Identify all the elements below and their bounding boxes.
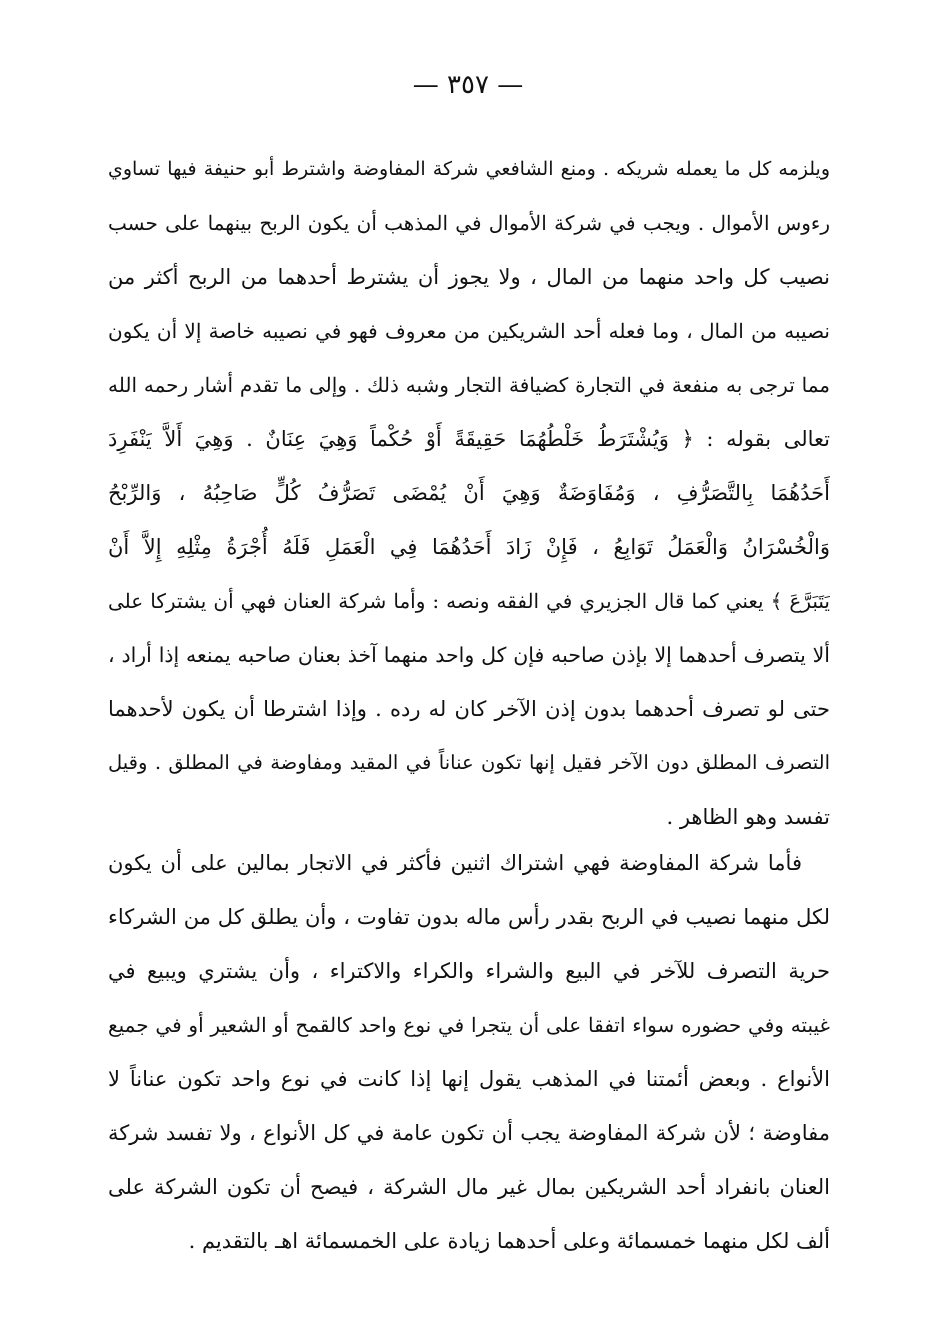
- text-line: يَتَبَرَّعَ ﴾ يعني كما قال الجزيري في الفقه ونصه : وأما شركة العنان فهي أن يشتركا على: [108, 589, 830, 613]
- text-line: لكل منهما نصيب في الربح بقدر رأس ماله بدون تفاوت ، وأن يطلق كل من الشركاء: [108, 905, 830, 929]
- text-line: حرية التصرف للآخر في البيع والشراء والكراء والاكتراء ، وأن يشتري ويبيع في: [108, 959, 830, 983]
- text-line: مفاوضة ؛ لأن شركة المفاوضة يجب أن تكون عامة في كل الأنواع ، ولا تفسد شركة: [108, 1121, 830, 1145]
- text-line: تعالى بقوله : ﴿ وَيُشْتَرَطُ خَلْطُهُمَا حَقِيقَةً أَوْ حُكْماً وَهِيَ عِنَانٌ . وَهِيَ أَلاَّ يَنْفَرِدَ: [108, 427, 830, 451]
- paragraph-1: [108, 142, 830, 844]
- text-line: أَحَدُهُمَا بِالتَّصَرُّفِ ، وَمُفَاوَضَةٌ وَهِيَ أَنْ يُمْضَى تَصَرُّفُ كُلٍّ صَاحِبُهُ ، وَالرِّبْحُ: [108, 481, 830, 505]
- text-line: ألا يتصرف أحدهما إلا بإذن صاحبه فإن كل واحد منهما آخذ بعنان صاحبه يمنعه إذا أراد ،: [108, 643, 830, 667]
- page-number: — ٣٥٧ —: [412, 70, 524, 100]
- text-line: العنان بانفراد أحد الشريكين بمال غير مال الشركة ، فيصح أن تكون الشركة على: [108, 1175, 830, 1199]
- text-line: مما ترجى به منفعة في التجارة كضيافة التجار وشبه ذلك . وإلى ما تقدم أشار رحمه الله: [108, 373, 830, 397]
- text-line: حتى لو تصرف أحدهما بدون إذن الآخر كان له رده . وإذا اشترطا أن يكون لأحدهما: [108, 697, 830, 721]
- text-line: نصيبه من المال ، وما فعله أحد الشريكين من معروف فهو في نصيبه خاصة إلا أن يكون: [108, 319, 830, 343]
- text-line: فأما شركة المفاوضة فهي اشتراك اثنين فأكثر في الاتجار بمالين على أن يكون: [108, 851, 802, 875]
- paragraph-2: [108, 836, 830, 1268]
- text-line: الأنواع . وبعض أئمتنا في المذهب يقول إنها إذا كانت في نوع واحد تكون عناناً لا: [108, 1067, 830, 1091]
- text-line: غيبته وفي حضوره سواء اتفقا على أن يتجرا في نوع واحد كالقمح أو الشعير أو في جميع: [108, 1013, 830, 1037]
- text-line: وَالْخُسْرَانُ وَالْعَمَلُ تَوَابِعُ ، فَإِنْ زَادَ أَحَدُهُمَا فِي الْعَمَلِ فَلَهُ أُجْرَةُ مِثْلِهِ إِلاَّ أَنْ: [108, 535, 830, 559]
- text-line: تفسد وهو الظاهر .: [666, 805, 830, 829]
- text-line: ألف لكل منهما خمسمائة وعلى أحدهما زيادة على الخمسمائة اهـ بالتقديم .: [188, 1229, 830, 1253]
- text-line: التصرف المطلق دون الآخر فقيل إنها تكون عناناً في المقيد ومفاوضة في المطلق . وقيل: [108, 751, 830, 774]
- text-line: رءوس الأموال . ويجب في شركة الأموال في المذهب أن يكون الربح بينهما على حسب: [108, 211, 830, 235]
- text-line: ويلزمه كل ما يعمله شريكه . ومنع الشافعي شركة المفاوضة واشترط أبو حنيفة فيها تساوي: [108, 158, 830, 180]
- text-line: نصيب كل واحد منهما من المال ، ولا يجوز أن يشترط أحدهما من الربح أكثر من: [108, 265, 830, 289]
